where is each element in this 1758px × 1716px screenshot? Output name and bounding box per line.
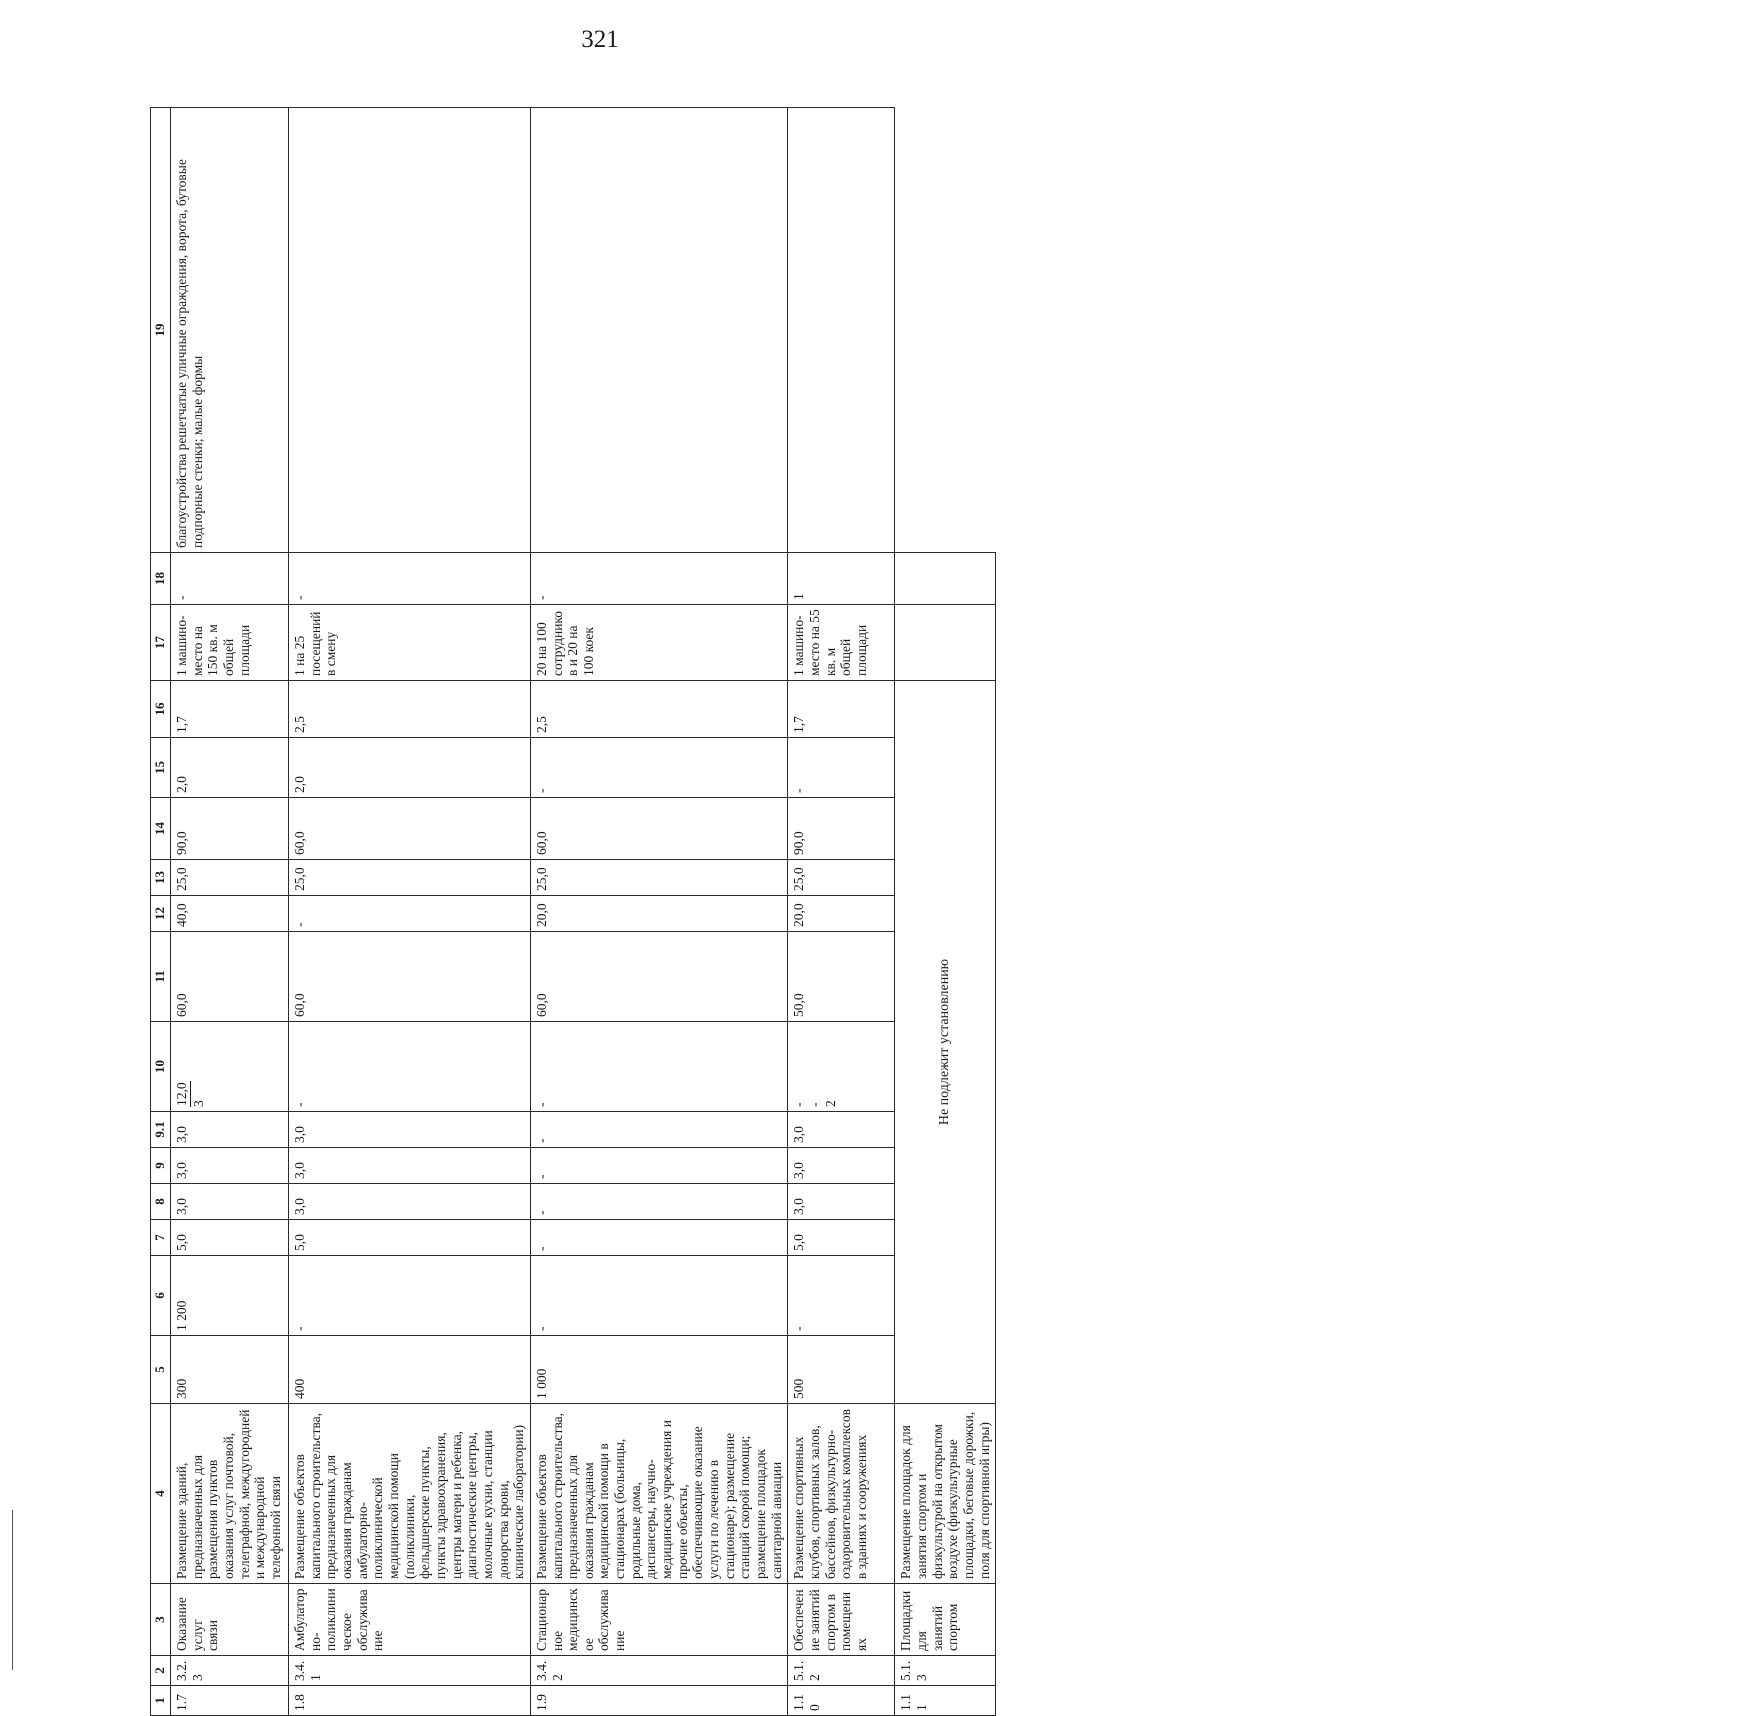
row-number: 1.11: [895, 1686, 996, 1716]
use-description: Размещение спортивных клубов, спортивных залов, бассейнов, физкультурно-оздоровительных комплексов в зданиях и сооружениях: [788, 1404, 895, 1584]
row-number: 1.8: [289, 1686, 531, 1716]
cell-col-8: 3,0: [788, 1184, 895, 1220]
header-cell: 10: [151, 1022, 171, 1112]
regulations-table: [150, 107, 996, 1716]
cell-col-7: 5,0: [171, 1220, 289, 1256]
use-name: Стационарное медицинское обслуживание: [530, 1584, 788, 1656]
cell-col-6: -: [289, 1256, 531, 1336]
zone-code: 3.4.1: [289, 1656, 531, 1686]
header-cell: 18: [151, 553, 171, 605]
table-row: [289, 108, 531, 1716]
zone-code: 5.1.2: [788, 1656, 895, 1686]
use-name: Обеспечение занятий спортом в помещениях: [788, 1584, 895, 1656]
use-name: Оказание услуг связи: [171, 1584, 289, 1656]
rotated-table-container: [150, 108, 1758, 1711]
cell-col-6: -: [530, 1256, 788, 1336]
header-cell: 6: [151, 1256, 171, 1336]
zone-code: 5.1.3: [895, 1656, 996, 1686]
cell-col-18: -: [171, 553, 289, 605]
cell-col-10: [788, 1022, 895, 1112]
cell-col-9: -: [530, 1148, 788, 1184]
cell-col-13: 25,0: [171, 860, 289, 896]
cell-col-18: 1: [788, 553, 895, 605]
cell-col-13: 25,0: [530, 860, 788, 896]
cell-col-14: 60,0: [289, 798, 531, 860]
cell-col-16: 1,7: [788, 681, 895, 738]
table-row: [895, 108, 996, 1716]
use-name: Амбулаторно-поликлиническое обслуживание: [289, 1584, 531, 1656]
header-cell: 17: [151, 605, 171, 681]
cell-col-10-line: 2: [822, 1100, 838, 1107]
cell-col-12: 40,0: [171, 896, 289, 932]
use-description: Размещение площадок для занятия спортом и физкультурой на открытом воздухе (физкультурные площадки, беговые дорожки, поля для спортивной игры): [895, 1404, 996, 1584]
use-description: Размещение зданий, предназначенных для размещения пунктов оказания услуг почтовой, телеграфной, междугородней и международной телефонной связи: [171, 1404, 289, 1584]
cell-col-15: 2,0: [289, 738, 531, 798]
cell-col-5: 500: [788, 1336, 895, 1404]
cell-col-16: 1,7: [171, 681, 289, 738]
cell-col-5: 400: [289, 1336, 531, 1404]
zone-code: 3.4.2: [530, 1656, 788, 1686]
cell-col-10-line: -: [807, 1102, 822, 1107]
cell-col-19: [289, 108, 531, 553]
cell-col-10: -: [289, 1022, 531, 1112]
cell-col-9-1: 3,0: [289, 1112, 531, 1148]
cell-col-17: 1 на 25 посещений в смену: [289, 605, 531, 681]
table-row: [171, 108, 289, 1716]
cell-col-19: [895, 553, 996, 605]
header-cell: 13: [151, 860, 171, 896]
page-number: 321: [581, 26, 619, 53]
cell-col-7: 5,0: [289, 1220, 531, 1256]
row-number: 1.7: [171, 1686, 289, 1716]
cell-col-16: 2,5: [289, 681, 531, 738]
cell-col-17: 1 машино-место на 55 кв. м общей площади: [788, 605, 895, 681]
cell-col-9-1: 3,0: [171, 1112, 289, 1148]
cell-col-9: 3,0: [171, 1148, 289, 1184]
header-cell: 5: [151, 1336, 171, 1404]
cell-col-13: 25,0: [788, 860, 895, 896]
cell-col-11: 60,0: [171, 932, 289, 1022]
cell-col-14: 60,0: [530, 798, 788, 860]
cell-col-8: -: [530, 1184, 788, 1220]
cell-col-9-1: -: [530, 1112, 788, 1148]
header-cell: 8: [151, 1184, 171, 1220]
cell-col-6: 1 200: [171, 1256, 289, 1336]
cell-col-19: благоустройства решетчатые уличные ограждения, ворота, бутовые подпорные стенки; малые формы: [171, 108, 289, 553]
header-cell: 12: [151, 896, 171, 932]
cell-col-7: -: [530, 1220, 788, 1256]
header-row: [151, 108, 171, 1716]
cell-col-10: -: [530, 1022, 788, 1112]
margin-rule: [12, 1510, 13, 1670]
cell-col-11: 60,0: [530, 932, 788, 1022]
cell-col-17: 20 на 100 сотрудников и 20 на 100 коек: [530, 605, 788, 681]
cell-col-15: -: [530, 738, 788, 798]
cell-col-12: -: [289, 896, 531, 932]
cell-col-19: [788, 108, 895, 553]
cell-col-16: 2,5: [530, 681, 788, 738]
cell-col-13: 25,0: [289, 860, 531, 896]
row-number: 1.10: [788, 1686, 895, 1716]
cell-col-8: 3,0: [171, 1184, 289, 1220]
cell-col-5: 300: [171, 1336, 289, 1404]
fraction-numerator: 12,0: [174, 1082, 189, 1106]
cell-col-18: -: [289, 553, 531, 605]
header-cell: 1: [151, 1686, 171, 1716]
fraction-denominator: 3: [190, 1100, 206, 1107]
cell-col-10: [171, 1022, 289, 1112]
table-row: [788, 108, 895, 1716]
use-description: Размещение объектов капитального строительства, предназначенных для оказания гражданам амбулаторно-поликлинической медицинской помощи (поликлиники, фельдшерские пункты, пункты здравоохранения, центры матери и ребенка, диагностические центры, молочные кухни, станции донорства крови, клинические лаборатории): [289, 1404, 531, 1584]
zone-code: 3.2.3: [171, 1656, 289, 1686]
cell-col-9: 3,0: [788, 1148, 895, 1184]
cell-col-9: 3,0: [289, 1148, 531, 1184]
cell-col-17: 1 машино-место на 150 кв. м общей площади: [171, 605, 289, 681]
header-cell: 2: [151, 1656, 171, 1686]
header-cell: 3: [151, 1584, 171, 1656]
cell-col-7: 5,0: [788, 1220, 895, 1256]
header-cell: 9.1: [151, 1112, 171, 1148]
header-cell: 16: [151, 681, 171, 738]
cell-col-5: 1 000: [530, 1336, 788, 1404]
cell-col-8: 3,0: [289, 1184, 531, 1220]
header-cell: 15: [151, 738, 171, 798]
table-row: [530, 108, 788, 1716]
row-number: 1.9: [530, 1686, 788, 1716]
cell-col-18: -: [530, 553, 788, 605]
cell-col-15: -: [788, 738, 895, 798]
cell-col-11: 60,0: [289, 932, 531, 1022]
use-description: Размещение объектов капитального строительства, предназначенных для оказания гражданам медицинской помощи в стационарах (больницы, родильные дома, диспансеры, научно-медицинские учреждения и прочие объекты, обеспечивающие оказание услуги по лечению в стационаре); размещение станций скорой помощи; размещение площадок санитарной авиации: [530, 1404, 788, 1584]
cell-col-12: 20,0: [530, 896, 788, 932]
header-cell: 4: [151, 1404, 171, 1584]
header-cell: 9: [151, 1148, 171, 1184]
header-cell: 19: [151, 108, 171, 553]
header-cell: 14: [151, 798, 171, 860]
cell-col-10-line: -: [791, 1102, 807, 1107]
use-name: Площадки для занятий спортом: [895, 1584, 996, 1656]
cell-col-19: [530, 108, 788, 553]
cell-col-9-1: 3,0: [788, 1112, 895, 1148]
header-cell: 7: [151, 1220, 171, 1256]
cell-col-12: 20,0: [788, 896, 895, 932]
merged-not-applicable: Не подлежит установлению: [895, 681, 996, 1404]
cell-col-6: -: [788, 1256, 895, 1336]
cell-col-18: [895, 605, 996, 681]
cell-col-15: 2,0: [171, 738, 289, 798]
cell-col-11: 50,0: [788, 932, 895, 1022]
cell-col-14: 90,0: [171, 798, 289, 860]
cell-col-14: 90,0: [788, 798, 895, 860]
header-cell: 11: [151, 932, 171, 1022]
